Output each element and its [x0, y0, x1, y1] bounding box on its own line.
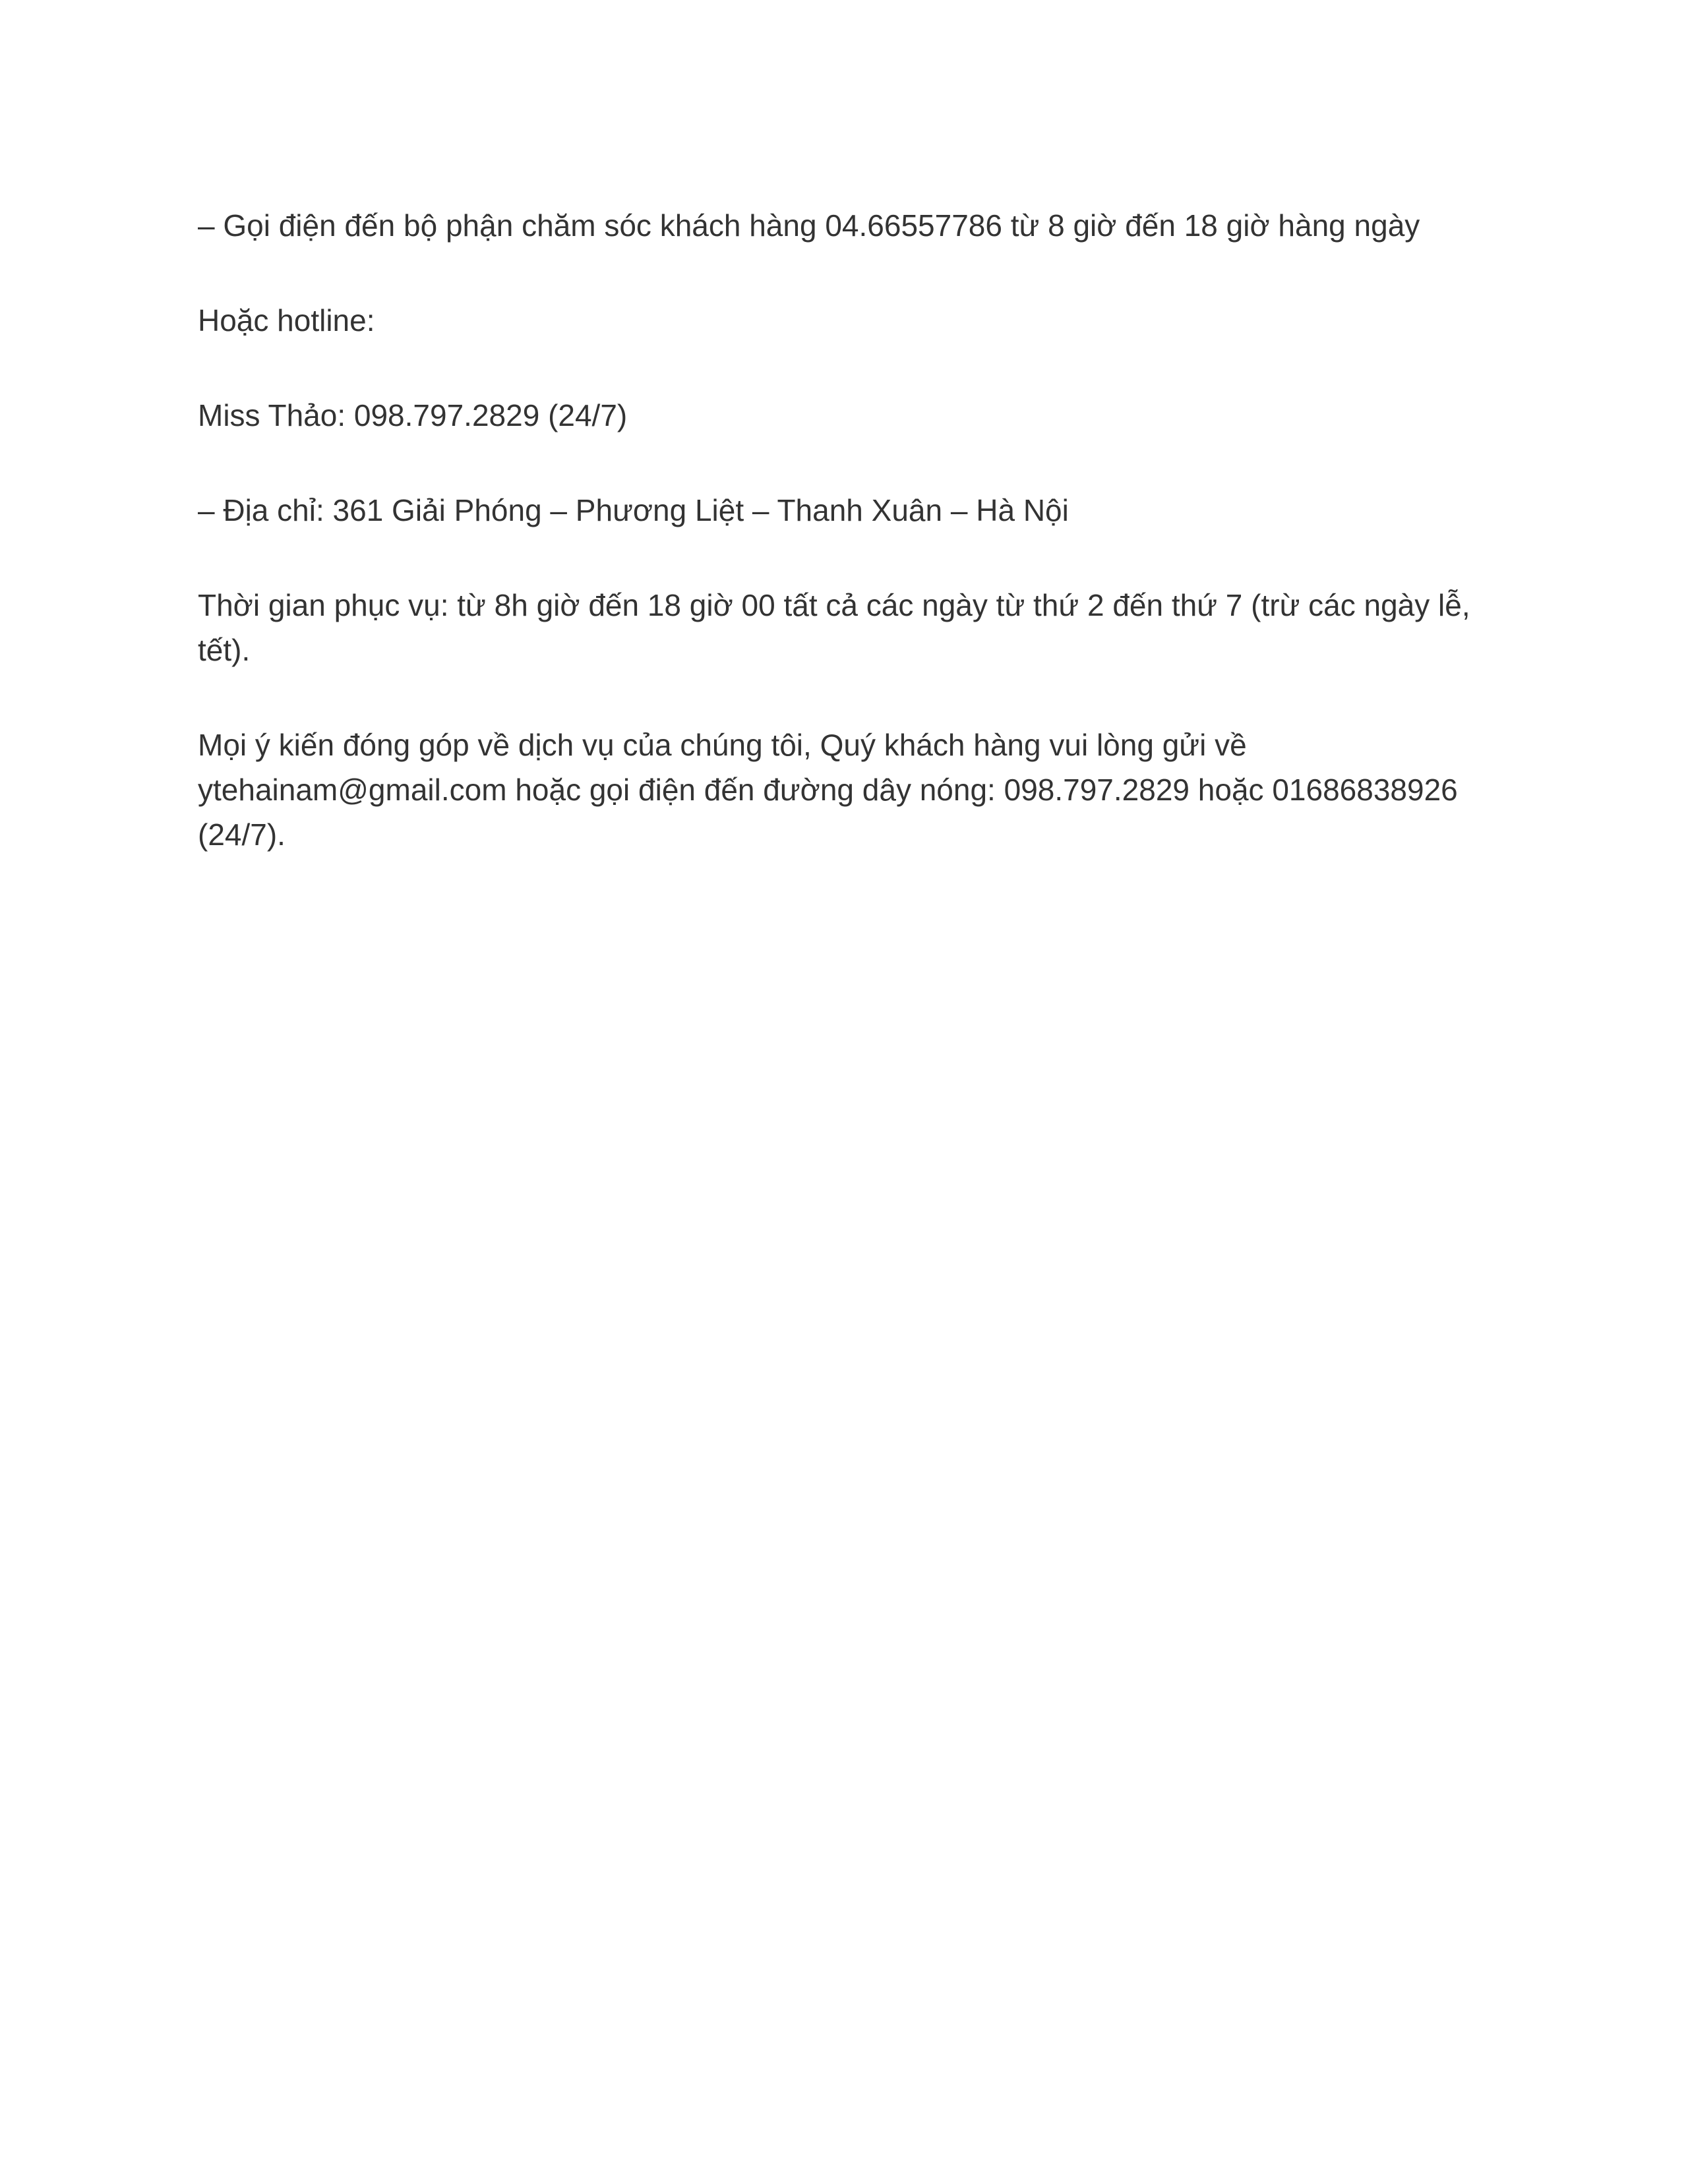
address-paragraph: – Địa chỉ: 361 Giải Phóng – Phương Liệt – Thanh Xuân – Hà Nội — [198, 493, 1069, 527]
document-body — [198, 203, 1490, 907]
contact-phone-paragraph: – Gọi điện đến bộ phận chăm sóc khách hàng 04.66557786 từ 8 giờ đến 18 giờ hàng ngày — [198, 208, 1420, 243]
hotline-contact: Miss Thảo: 098.797.2829 (24/7) — [198, 398, 628, 432]
feedback-paragraph: Mọi ý kiến đóng góp về dịch vụ của chúng tôi, Quý khách hàng vui lòng gửi về ytehainam@gmail.com hoặc gọi điện đến đường dây nóng: 098.797.2829 hoặc 01686838926 (24/7). — [198, 728, 1458, 852]
hotline-heading: Hoặc hotline: — [198, 303, 375, 338]
service-hours-paragraph: Thời gian phục vụ: từ 8h giờ đến 18 giờ 00 tất cả các ngày từ thứ 2 đến thứ 7 (trừ các ngày lễ, tết). — [198, 588, 1470, 667]
